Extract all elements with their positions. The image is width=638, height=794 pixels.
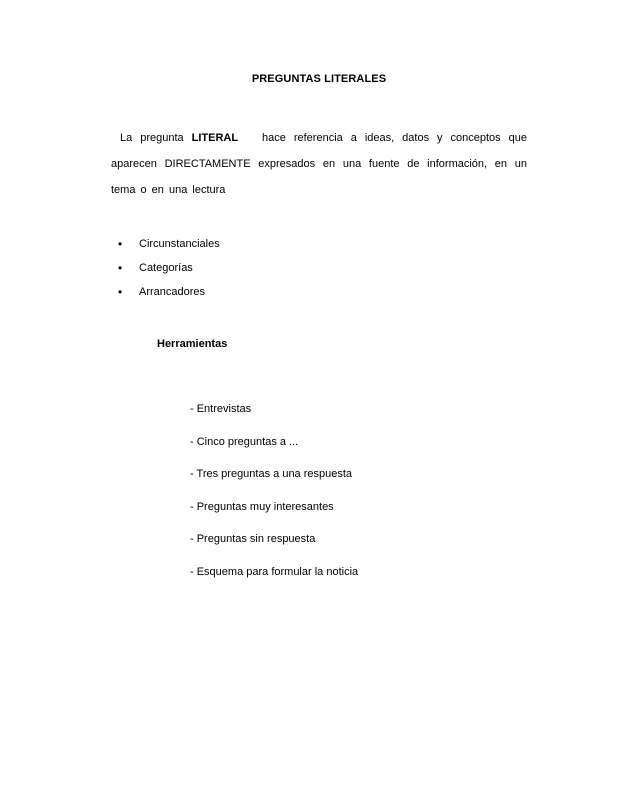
tool-item: - Tres preguntas a una respuesta xyxy=(190,468,353,481)
bullet-label: Circunstanciales xyxy=(139,238,220,250)
bullet-list xyxy=(118,235,220,307)
bullet-item xyxy=(118,235,220,259)
tools-list xyxy=(190,400,358,596)
intro-paragraph xyxy=(111,125,527,203)
bullet-item xyxy=(118,283,220,307)
bullet-icon: • xyxy=(118,261,123,275)
tool-item: - Preguntas muy interesantes xyxy=(190,500,334,513)
section-heading: Herramientas xyxy=(157,338,228,350)
tool-item: - Entrevistas xyxy=(190,403,252,415)
bullet-icon: • xyxy=(118,237,123,251)
bullet-item xyxy=(118,259,220,283)
tool-item: - Cinco preguntas a ... xyxy=(190,435,299,448)
page-title: PREGUNTAS LITERALES xyxy=(251,73,387,85)
intro-bold-term: LITERAL xyxy=(191,132,239,144)
bullet-icon: • xyxy=(118,285,123,299)
bullet-label: Arrancadores xyxy=(139,286,206,298)
intro-text-start: La pregunta xyxy=(120,132,184,144)
bullet-label: Categorías xyxy=(139,262,193,274)
tool-item: - Esquema para formular la noticia xyxy=(190,565,359,578)
tool-item: - Preguntas sin respuesta xyxy=(190,533,316,546)
intro-text-rest: hace referencia a ideas, datos y conceptos que aparecen DIRECTAMENTE expresados en una fuente de información, en un tema o en una lectura xyxy=(111,132,527,196)
